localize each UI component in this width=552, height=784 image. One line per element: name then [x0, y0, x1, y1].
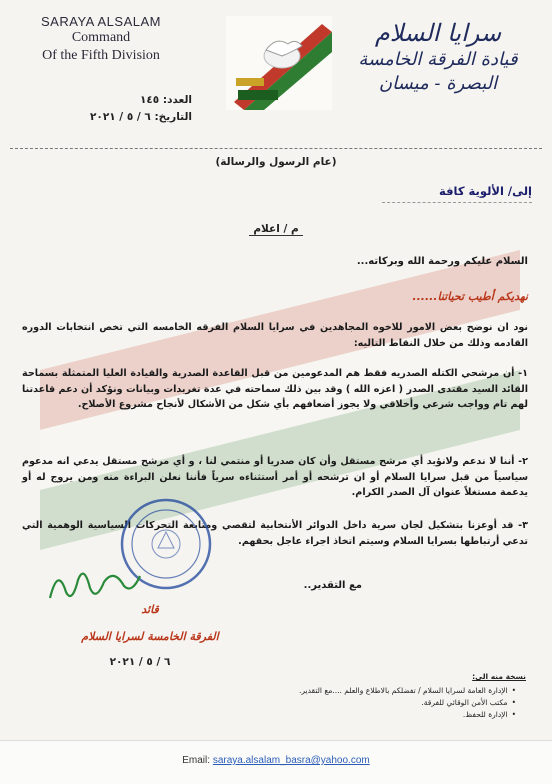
- document-number: العدد: ١٤٥: [139, 94, 192, 106]
- organization-emblem: [226, 16, 332, 110]
- org-name-ar: سرايا السلام: [374, 19, 502, 47]
- signatory-unit: الفرقة الخامسة لسرايا السلام: [81, 630, 219, 643]
- footer-email: [0, 755, 552, 766]
- command-en: Command: [71, 30, 131, 45]
- region-ar: البصرة - ميسان: [378, 73, 498, 94]
- point-1-paragraph: ١- أن مرشحي الكتله الصدريه فقط هم المدعومين من قبل القاعدة الصدرية والقيادة العليا المتمثلة بسماحة القائد السيد مقتدى الصدر ( اعزه الله ) وقد بين ذلك سماحته في عدة تغريدات وبيانات ونؤكد أن دعم قاعدتنا لهم تام وواجب شرعي وأخلاقي ولا يجوز أضعافهم بأي شكل من الأشكال لأنجاح مشروع الأصلاح.: [22, 368, 528, 410]
- org-name-en: SARAYA ALSALAM: [41, 14, 161, 29]
- year-subtitle: (عام الرسول والرسالة): [215, 156, 337, 168]
- arabic-letterhead: [338, 18, 538, 96]
- subject-text: م / اعلام: [249, 223, 302, 236]
- command-ar: قيادة الفرقة الخامسة: [358, 49, 518, 70]
- signatory-title: قائد: [141, 603, 159, 616]
- copies-list: [276, 685, 526, 721]
- header-divider: [10, 148, 542, 149]
- email-label: Email:: [182, 755, 211, 766]
- document-meta: [52, 92, 192, 126]
- subject-line: [0, 223, 552, 235]
- recipient-line: إلى/ الألوية كافة: [439, 184, 532, 198]
- document-date: التاريخ: ٦ / ٥ / ٢٠٢١: [90, 111, 192, 123]
- copies-title: نسخة منه الى:: [472, 672, 526, 681]
- handwritten-signature: [44, 558, 144, 608]
- intro-paragraph: نود ان نوضح بعض الامور للاخوه المجاهدين في سرايا السلام الفرقه الخامسه التي تخص انتخابات الدوره القادمه وذلك من خلال النقاط التاليه:: [22, 322, 528, 349]
- copies-to: [276, 672, 526, 721]
- email-link[interactable]: saraya.alsalam_basra@yahoo.com: [212, 755, 370, 766]
- division-en: Of the Fifth Division: [42, 48, 160, 63]
- point-3-paragraph: ٣- قد أوعزنا بتشكيل لجان سرية داخل الدوائر الأنتخابية لتقصي ومتابعة التحركات السياسية الوهمية التي تدعي أرتباطها بسرايا السلام وسيتم اتخاذ اجراء عاجل بحقهم.: [22, 520, 528, 547]
- english-letterhead: [16, 14, 186, 65]
- greeting: السلام عليكم ورحمة الله وبركاته...: [356, 256, 528, 267]
- point-2-paragraph: ٢- أننا لا ندعم ولانؤيد أي مرشح مستقل وأن كان صدريا أو منتمي لنا ، و أي مرشح مستقل يدعي انه مدعوم سياسياً من قبل سرايا السلام أو ان ترشحه أو أمر أستثناءه سرياً فأننا نعلن البراءة منه ومن يروج له أو يدعمة مستغلاً عنوان آل الصدر الكرام.: [22, 456, 528, 498]
- copy-item: • الإدارة العامة لسرايا السلام / تفضلكم بالاطلاع والعلم ....مع التقدير.: [276, 685, 516, 697]
- flag-watermark: [40, 250, 520, 610]
- greeting-secondary: نهديكم أطيب تحياتنا......: [412, 290, 528, 303]
- closing-thanks: مع التقدير..: [303, 580, 362, 591]
- recipient-underline: [382, 202, 532, 203]
- copy-item: • الإدارة للحفظ.: [276, 709, 516, 721]
- copy-item: • مكتب الأمن الوقائي للفرقة.: [276, 697, 516, 709]
- letter-footer: [0, 740, 552, 784]
- signature-date: ٦ / ٥ / ٢٠٢١: [109, 656, 171, 668]
